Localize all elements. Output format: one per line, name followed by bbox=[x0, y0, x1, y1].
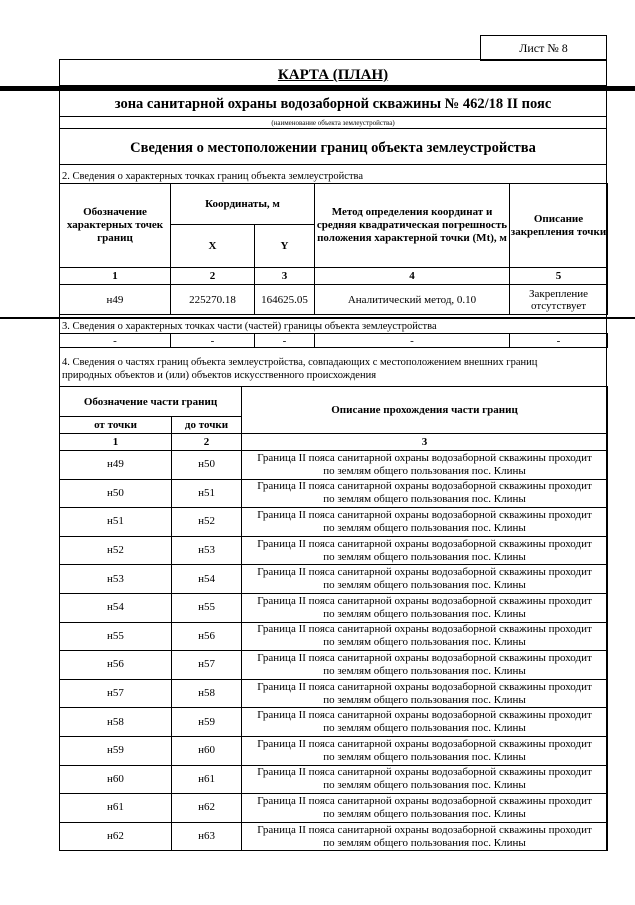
table-row bbox=[60, 736, 608, 765]
header-description: Описание прохождения части границ bbox=[242, 387, 608, 434]
header-to: до точки bbox=[172, 417, 242, 434]
col-number: 3 bbox=[255, 268, 315, 285]
from-point: н56 bbox=[60, 651, 172, 680]
to-point: н50 bbox=[172, 451, 242, 480]
from-point: н61 bbox=[60, 794, 172, 823]
description-line-1: Граница II пояса санитарной охраны водозаборной скважины проходит bbox=[257, 594, 592, 607]
dash-cell: - bbox=[315, 334, 510, 348]
to-point: н61 bbox=[172, 765, 242, 794]
part-description bbox=[242, 622, 608, 651]
coord-y: 164625.05 bbox=[255, 285, 315, 315]
table-row bbox=[60, 794, 608, 823]
header-fixing: Описание закрепления точки bbox=[510, 184, 608, 268]
to-point: н60 bbox=[172, 736, 242, 765]
table-row bbox=[60, 765, 608, 794]
dash-cell: - bbox=[171, 334, 255, 348]
from-point: н51 bbox=[60, 508, 172, 537]
description-line-1: Граница II пояса санитарной охраны водозаборной скважины проходит bbox=[257, 651, 592, 664]
description-line-1: Граница II пояса санитарной охраны водозаборной скважины проходит bbox=[257, 794, 592, 807]
table-row bbox=[60, 822, 608, 851]
description-line-2: по землям общего пользования пос. Клины bbox=[323, 464, 526, 477]
description-line-2: по землям общего пользования пос. Клины bbox=[323, 607, 526, 620]
part-description bbox=[242, 679, 608, 708]
header-from: от точки bbox=[60, 417, 172, 434]
to-point: н62 bbox=[172, 794, 242, 823]
point-id: н49 bbox=[60, 285, 171, 315]
object-name-note: (наименование объекта землеустройства) bbox=[59, 117, 607, 129]
from-point: н54 bbox=[60, 593, 172, 622]
from-point: н57 bbox=[60, 679, 172, 708]
object-name: зона санитарной охраны водозаборной скважины № 462/18 II пояс bbox=[59, 91, 607, 117]
document-title: КАРТА (ПЛАН) bbox=[59, 62, 607, 86]
from-point: н52 bbox=[60, 536, 172, 565]
to-point: н55 bbox=[172, 593, 242, 622]
to-point: н59 bbox=[172, 708, 242, 737]
table-row bbox=[60, 565, 608, 594]
sheet-number: Лист № 8 bbox=[480, 35, 607, 61]
section4-label: 4. Сведения о частях границ объекта землеустройства, совпадающих с местоположением внешних границ природных объектов и (или) объектов искусственного происхождения bbox=[62, 357, 538, 381]
description-line-2: по землям общего пользования пос. Клины bbox=[323, 521, 526, 534]
fixing-value: Закрепление отсутствует bbox=[510, 285, 608, 315]
description-line-2: по землям общего пользования пос. Клины bbox=[323, 693, 526, 706]
section2-label: 2. Сведения о характерных точках границ объекта землеустройства bbox=[62, 171, 364, 182]
boundary-parts-table bbox=[59, 386, 608, 851]
from-point: н50 bbox=[60, 479, 172, 508]
col-number: 1 bbox=[60, 434, 172, 451]
part-description bbox=[242, 451, 608, 480]
part-description bbox=[242, 822, 608, 851]
header-x: X bbox=[171, 225, 255, 268]
table-row bbox=[60, 679, 608, 708]
to-point: н53 bbox=[172, 536, 242, 565]
table-row bbox=[60, 536, 608, 565]
method-value: Аналитический метод, 0.10 bbox=[315, 285, 510, 315]
points-table bbox=[59, 183, 608, 315]
col-number: 2 bbox=[171, 268, 255, 285]
dash-cell: - bbox=[510, 334, 608, 348]
description-line-2: по землям общего пользования пос. Клины bbox=[323, 664, 526, 677]
description-line-1: Граница II пояса санитарной охраны водозаборной скважины проходит bbox=[257, 566, 592, 579]
description-line-2: по землям общего пользования пос. Клины bbox=[323, 836, 526, 849]
description-line-2: по землям общего пользования пос. Клины bbox=[323, 807, 526, 820]
description-line-1: Граница II пояса санитарной охраны водозаборной скважины проходит bbox=[257, 709, 592, 722]
col-number: 3 bbox=[242, 434, 608, 451]
from-point: н60 bbox=[60, 765, 172, 794]
table-row bbox=[60, 708, 608, 737]
to-point: н58 bbox=[172, 679, 242, 708]
header-part: Обозначение части границ bbox=[60, 387, 242, 417]
to-point: н52 bbox=[172, 508, 242, 537]
section3-label: 3. Сведения о характерных точках части (частей) границы объекта землеустройства bbox=[62, 321, 437, 332]
description-line-1: Граница II пояса санитарной охраны водозаборной скважины проходит bbox=[257, 680, 592, 693]
from-point: н55 bbox=[60, 622, 172, 651]
from-point: н59 bbox=[60, 736, 172, 765]
description-line-2: по землям общего пользования пос. Клины bbox=[323, 722, 526, 735]
part-description bbox=[242, 765, 608, 794]
from-point: н49 bbox=[60, 451, 172, 480]
dash-cell: - bbox=[255, 334, 315, 348]
part-description bbox=[242, 508, 608, 537]
description-line-1: Граница II пояса санитарной охраны водозаборной скважины проходит bbox=[257, 737, 592, 750]
description-line-1: Граница II пояса санитарной охраны водозаборной скважины проходит bbox=[257, 766, 592, 779]
part-description bbox=[242, 708, 608, 737]
description-line-2: по землям общего пользования пос. Клины bbox=[323, 750, 526, 763]
description-line-2: по землям общего пользования пос. Клины bbox=[323, 493, 526, 506]
description-line-2: по землям общего пользования пос. Клины bbox=[323, 779, 526, 792]
from-point: н58 bbox=[60, 708, 172, 737]
col-number: 5 bbox=[510, 268, 608, 285]
dash-cell: - bbox=[60, 334, 171, 348]
coord-x: 225270.18 bbox=[171, 285, 255, 315]
description-line-1: Граница II пояса санитарной охраны водозаборной скважины проходит bbox=[257, 537, 592, 550]
header-y: Y bbox=[255, 225, 315, 268]
col-number: 1 bbox=[60, 268, 171, 285]
header-method: Метод определения координат и средняя квадратическая погрешность положения характерной точки (Mt), м bbox=[315, 184, 510, 268]
to-point: н51 bbox=[172, 479, 242, 508]
description-line-1: Граница II пояса санитарной охраны водозаборной скважины проходит bbox=[257, 823, 592, 836]
description-line-1: Граница II пояса санитарной охраны водозаборной скважины проходит bbox=[257, 508, 592, 521]
col-number: 2 bbox=[172, 434, 242, 451]
description-line-1: Граница II пояса санитарной охраны водозаборной скважины проходит bbox=[257, 480, 592, 493]
part-description bbox=[242, 593, 608, 622]
col-number: 4 bbox=[315, 268, 510, 285]
part-description bbox=[242, 479, 608, 508]
description-line-2: по землям общего пользования пос. Клины bbox=[323, 550, 526, 563]
description-line-1: Граница II пояса санитарной охраны водозаборной скважины проходит bbox=[257, 623, 592, 636]
header-coords: Координаты, м bbox=[171, 184, 315, 225]
part-description bbox=[242, 536, 608, 565]
to-point: н56 bbox=[172, 622, 242, 651]
part-description bbox=[242, 651, 608, 680]
part-description bbox=[242, 565, 608, 594]
table-row bbox=[60, 651, 608, 680]
table-row bbox=[60, 479, 608, 508]
table-row bbox=[60, 508, 608, 537]
from-point: н62 bbox=[60, 822, 172, 851]
description-line-2: по землям общего пользования пос. Клины bbox=[323, 579, 526, 592]
to-point: н57 bbox=[172, 651, 242, 680]
parts-points-table bbox=[59, 333, 608, 348]
section-heading: Сведения о местоположении границ объекта землеустройства bbox=[59, 129, 607, 165]
section-divider bbox=[0, 317, 635, 319]
table-row bbox=[60, 593, 608, 622]
table-row bbox=[60, 451, 608, 480]
description-line-1: Граница II пояса санитарной охраны водозаборной скважины проходит bbox=[257, 451, 592, 464]
to-point: н63 bbox=[172, 822, 242, 851]
part-description bbox=[242, 736, 608, 765]
table-row bbox=[60, 622, 608, 651]
to-point: н54 bbox=[172, 565, 242, 594]
from-point: н53 bbox=[60, 565, 172, 594]
header-designation: Обозначение характерных точек границ bbox=[60, 184, 171, 268]
part-description bbox=[242, 794, 608, 823]
description-line-2: по землям общего пользования пос. Клины bbox=[323, 636, 526, 649]
